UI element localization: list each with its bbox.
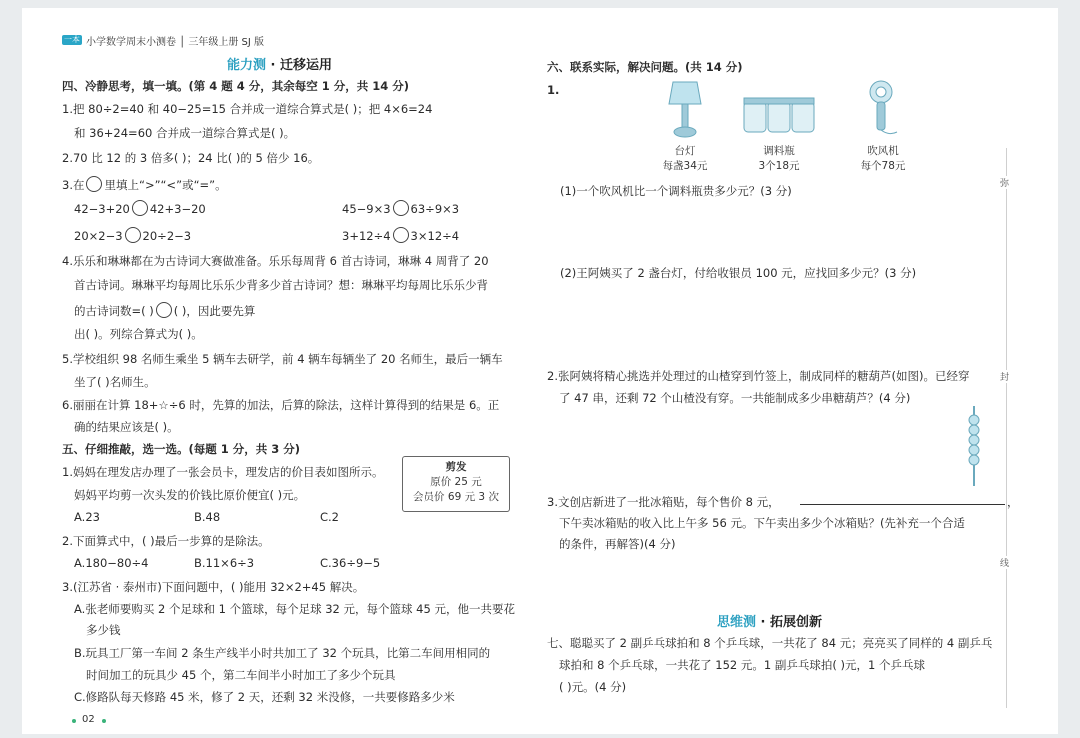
p6-3-line1: 3.文创店新进了一批冰箱贴，每个售价 8 元，: [547, 495, 780, 509]
q4-5-line1: 5.学校组织 98 名师生乘坐 5 辆车去研学，前 4 辆车每辆坐了 20 名师生，最后一辆车: [62, 352, 503, 366]
seal-char: 封: [1000, 370, 1009, 383]
section-4-title: 四、冷静思考，填一填。(第 4 题 4 分，其余每空 1 分，共 14 分): [62, 79, 410, 93]
p6-2-line1: 2.张阿姨将精心挑选并处理过的山楂穿到竹签上，制成同样的糖葫芦(如图)。已经穿: [547, 369, 970, 383]
compare-circle-icon[interactable]: [393, 227, 409, 243]
p7-line3: ( )元。(4 分): [559, 680, 627, 694]
q4-5-line2: 坐了( )名师生。: [74, 375, 156, 389]
q4-3: [62, 176, 227, 192]
compare-expr: 20×2−3: [74, 229, 123, 243]
q5-1-line2: 妈妈平均剪一次头发的价钱比原价便宜( )元。: [74, 488, 306, 502]
q5-2-option-a[interactable]: A.180−80÷4: [74, 556, 149, 570]
product-hair-dryer-name: 吹风机: [867, 145, 899, 157]
page-number: 02: [82, 714, 95, 725]
section-5-title: 五、仔细推敲，选一选。(每题 1 分，共 3 分): [62, 442, 301, 456]
compare-expr: 42+3−20: [149, 202, 206, 216]
compare-expr: 3×12÷4: [410, 229, 460, 243]
product-spice-jars-price: 3个18元: [758, 160, 800, 172]
q4-3-post: 里填上“>”“<”或“=”。: [104, 178, 227, 192]
compare-circle-icon[interactable]: [393, 200, 409, 216]
ability-banner-sub: · 迁移运用: [270, 58, 333, 73]
q4-3-pre: 3.在: [62, 178, 85, 192]
compare-circle-icon[interactable]: [125, 227, 141, 243]
p6-1-q2: (2)王阿姨买了 2 盏台灯，付给收银员 100 元，应找回多少元？(3 分): [560, 266, 917, 280]
lamp-icon: [665, 78, 705, 140]
q5-2: 2.下面算式中，( )最后一步算的是除法。: [62, 534, 270, 548]
thinking-banner: [717, 611, 822, 629]
header-title: 小学数学周末小测卷 │ 三年级上册 SJ 版: [86, 37, 265, 48]
q4-4-line1: 4.乐乐和琳琳都在为古诗词大赛做准备。乐乐每周背 6 首古诗词，琳琳 4 周背了 20: [62, 254, 489, 268]
hair-dryer-icon: [863, 78, 903, 140]
thinking-banner-sub: · 拓展创新: [760, 615, 823, 630]
seal-char: 弥: [1000, 176, 1009, 189]
compare-circle-icon: [86, 176, 102, 192]
page-dot-icon: [102, 719, 106, 723]
q4-4-line3: [74, 302, 255, 318]
product-spice-jars-name: 调料瓶: [763, 145, 795, 157]
q5-3-option-c[interactable]: C.修路队每天修路 45 米，修了 2 天，还剩 32 米没修，一共要修路多少米: [74, 690, 455, 704]
price-table: [402, 456, 510, 512]
compare-expr: 45−9×3: [342, 202, 391, 216]
p7-line1: 七、聪聪买了 2 副乒乓球拍和 8 个乒乓球，一共花了 84 元；亮亮买了同样的 4 副乒乓: [547, 636, 993, 650]
q4-1-line1: 1.把 80÷2=40 和 40−25=15 合并成一道综合算式是( )；把 4×6=24: [62, 102, 433, 116]
product-hair-dryer-price: 每个78元: [860, 160, 906, 172]
q4-6-line2: 确的结果应该是( )。: [74, 420, 179, 434]
spice-jar-icon: [742, 78, 816, 140]
q5-3-option-b2: 时间加工的玩具少 45 个，第二车间半小时加工了多少个玩具: [86, 668, 396, 682]
q4-4-line2: 首古诗词。琳琳平均每周比乐乐少背多少首古诗词？想：琳琳平均每周比乐乐少背: [74, 278, 488, 292]
compare-expr: 20÷2−3: [142, 229, 192, 243]
thinking-banner-label: 思维测: [717, 615, 757, 630]
q5-1-option-b[interactable]: B.48: [194, 510, 221, 524]
price-table-original: 原价 25 元: [430, 476, 482, 488]
seal-line: [1006, 148, 1007, 708]
compare-row-2b: [342, 227, 459, 243]
q4-4-line3a: 的古诗词数=( ): [74, 304, 154, 318]
seal-char: 线: [1000, 556, 1009, 569]
q5-3-option-b1[interactable]: B.玩具工厂第一车间 2 条生产线半小时共加工了 32 个玩具，比第二车间用相同的: [74, 646, 491, 660]
q5-1-option-c[interactable]: C.2: [320, 510, 340, 524]
q5-1-line1: 1.妈妈在理发店办理了一张会员卡，理发店的价目表如图所示。: [62, 465, 384, 479]
compare-row-1a: [74, 200, 206, 216]
product-spice-jars: [734, 78, 824, 173]
brand-badge: 一本: [64, 35, 80, 44]
product-lamp-name: 台灯: [674, 145, 696, 157]
q4-4-line4: 出( )。列综合算式为( )。: [74, 327, 203, 341]
q5-2-option-c[interactable]: C.36÷9−5: [320, 556, 381, 570]
compare-expr: 63÷9×3: [410, 202, 460, 216]
p7-line2: 球拍和 8 个乒乓球，一共花了 152 元。1 副乒乓球拍( )元，1 个乒乓球: [559, 658, 925, 672]
q4-4-line3b: ( )，因此要先算: [173, 304, 256, 318]
p6-3-line3: 的条件，再解答)(4 分): [559, 537, 676, 551]
product-lamp-price: 每盏34元: [662, 160, 708, 172]
section-6-title: 六、联系实际，解决问题。(共 14 分): [547, 60, 743, 74]
price-table-title: 剪发: [445, 461, 467, 473]
p6-3-comma: ，: [1007, 495, 1019, 509]
q5-3-option-a1[interactable]: A.张老师要购买 2 个足球和 1 个篮球，每个足球 32 元，每个篮球 45 元，他一共要花: [74, 602, 515, 616]
price-table-member: 会员价 69 元 3 次: [413, 491, 499, 503]
compare-row-2a: [74, 227, 191, 243]
q4-6-line1: 6.丽丽在计算 18+☆÷6 时，先算的加法，后算的除法，这样计算得到的结果是 6。正: [62, 398, 500, 412]
q4-2: 2.70 比 12 的 3 倍多( )；24 比( )的 5 倍少 16。: [62, 151, 320, 165]
q5-3-option-a2: 多少钱: [86, 623, 121, 637]
candied-haws-icon: [965, 406, 983, 486]
q5-1-option-a[interactable]: A.23: [74, 510, 100, 524]
p6-3-line2: 下午卖冰箱贴的收入比上午多 56 元。下午卖出多少个冰箱贴？(先补充一个合适: [559, 516, 965, 530]
q5-2-option-b[interactable]: B.11×6÷3: [194, 556, 255, 570]
p6-2-line2: 了 47 串，还剩 72 个山楂没有穿。一共能制成多少串糖葫芦？(4 分): [559, 391, 911, 405]
exam-sheet: [22, 8, 1058, 734]
p6-3-answer-blank[interactable]: [800, 504, 1005, 505]
p6-1-q1: (1)一个吹风机比一个调料瓶贵多少元？(3 分): [560, 184, 792, 198]
compare-circle-icon[interactable]: [132, 200, 148, 216]
compare-circle-icon[interactable]: [156, 302, 172, 318]
q4-1-line2: 和 36+24=60 合并成一道综合算式是( )。: [74, 126, 296, 140]
ability-banner-label: 能力测: [227, 58, 267, 73]
compare-expr: 42−3+20: [74, 202, 130, 216]
ability-banner: [227, 54, 332, 72]
p6-1-num: 1.: [547, 83, 560, 97]
compare-row-1b: [342, 200, 459, 216]
product-hair-dryer: [848, 78, 918, 173]
product-lamp: [655, 78, 715, 173]
compare-expr: 3+12÷4: [342, 229, 391, 243]
page-dot-icon: [72, 719, 76, 723]
q5-3: 3.(江苏省 · 泰州市)下面问题中，( )能用 32×2+45 解决。: [62, 580, 365, 594]
